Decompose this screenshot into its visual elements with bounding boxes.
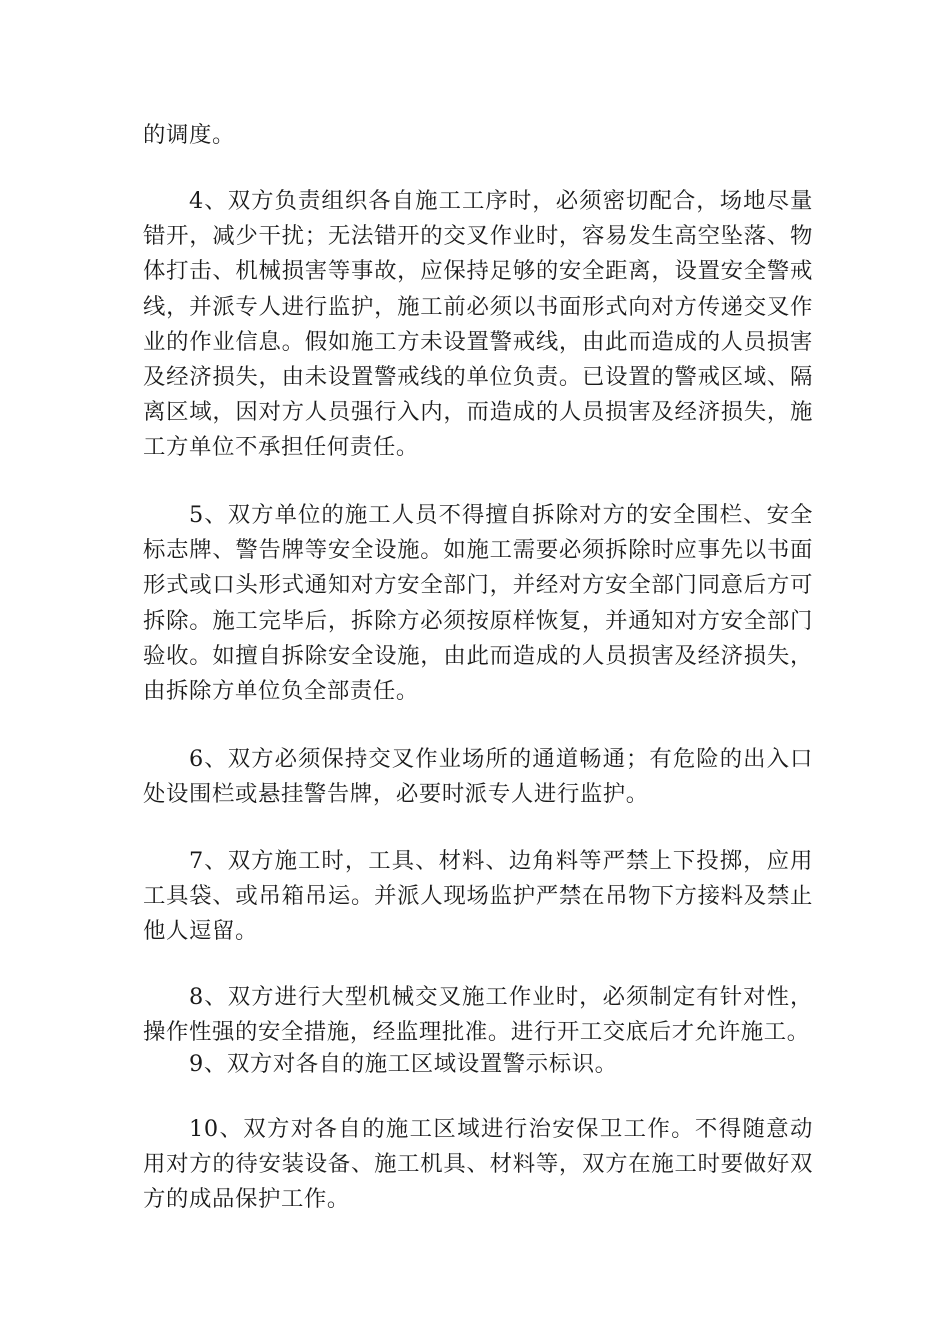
- paragraph-item-10: 10、双方对各自的施工区域进行治安保卫工作。不得随意动用对方的待安装设备、施工机具、材料等，双方在施工时要做好双方的成品保护工作。: [143, 1116, 813, 1213]
- paragraph-item-5: 5、双方单位的施工人员不得擅自拆除对方的安全围栏、安全标志牌、警告牌等安全设施。如施工需要必须拆除时应事先以书面形式或口头形式通知对方安全部门，并经对方安全部门同意后方可拆除。施工完毕后，拆除方必须按原样恢复，并通知对方安全部门验收。如擅自拆除安全设施，由此而造成的人员损害及经济损失，由拆除方单位负全部责任。: [143, 502, 813, 705]
- paragraph-continuation: 的调度。: [143, 122, 235, 148]
- paragraph-item-9: 9、双方对各自的施工区域设置警示标识。: [189, 1051, 618, 1077]
- paragraph-item-7: 7、双方施工时，工具、材料、边角料等严禁上下投掷，应用工具袋、或吊箱吊运。并派人现场监护严禁在吊物下方接料及禁止他人逗留。: [143, 848, 813, 945]
- paragraph-item-4: 4、双方负责组织各自施工工序时，必须密切配合，场地尽量错开，减少干扰；无法错开的交叉作业时，容易发生高空坠落、物体打击、机械损害等事故，应保持足够的安全距离，设置安全警戒线，并派专人进行监护，施工前必须以书面形式向对方传递交叉作业的作业信息。假如施工方未设置警戒线，由此而造成的人员损害及经济损失，由未设置警戒线的单位负责。已设置的警戒区域、隔离区域，因对方人员强行入内，而造成的人员损害及经济损失，施工方单位不承担任何责任。: [143, 188, 813, 461]
- paragraph-item-8: 8、双方进行大型机械交叉施工作业时，必须制定有针对性，操作性强的安全措施，经监理批准。进行开工交底后才允许施工。: [143, 984, 813, 1046]
- paragraph-item-6: 6、双方必须保持交叉作业场所的通道畅通；有危险的出入口处设围栏或悬挂警告牌，必要时派专人进行监护。: [143, 746, 813, 808]
